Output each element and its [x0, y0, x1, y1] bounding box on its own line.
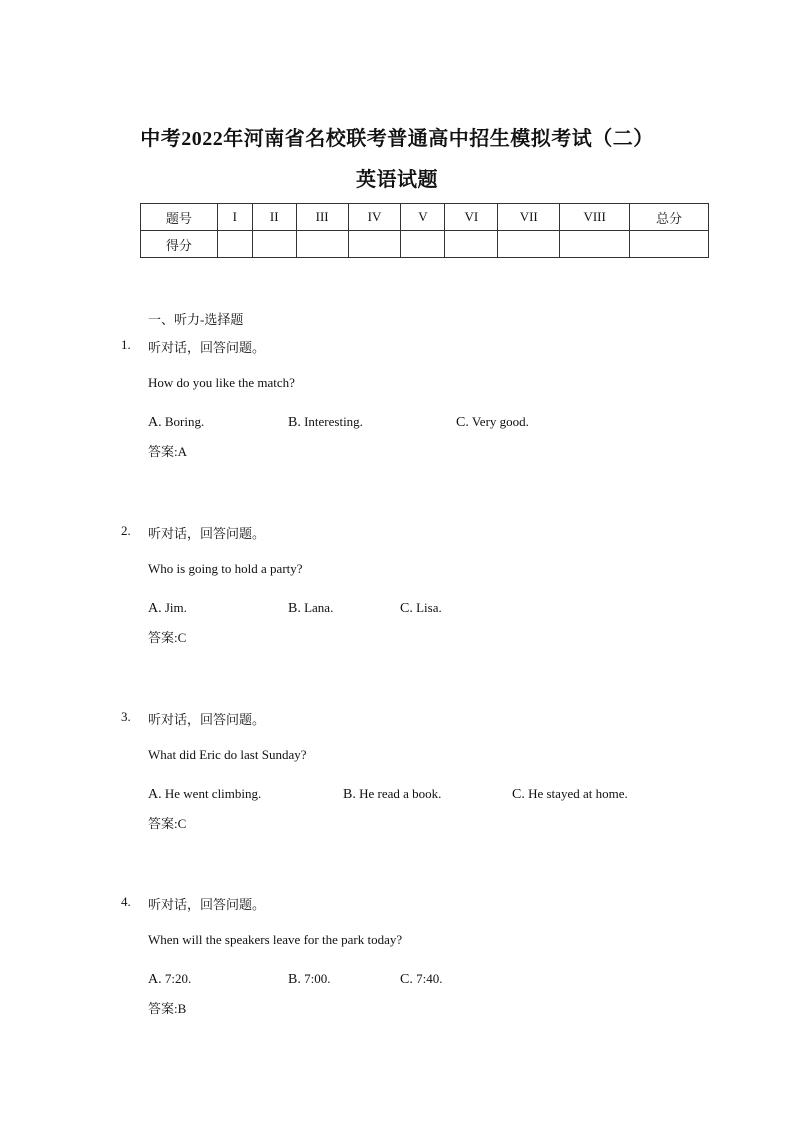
question-text: How do you like the match?: [148, 375, 295, 390]
section-title: 一、听力-选择题: [148, 312, 244, 327]
score-table-score-row: [141, 231, 709, 258]
option-c[interactable]: [400, 600, 442, 617]
option-letter: B.: [288, 601, 301, 616]
option-letter: B.: [288, 415, 301, 430]
option-text: Very good.: [471, 414, 529, 429]
question-number: 3.: [121, 709, 131, 724]
answer-line: 答案:C: [148, 630, 187, 645]
question-number: 1.: [121, 337, 131, 352]
option-letter: A.: [148, 787, 162, 802]
option-letter: A.: [148, 972, 162, 987]
question-item: [0, 894, 794, 1084]
option-text: Boring.: [164, 414, 205, 429]
score-table: [140, 203, 709, 258]
option-letter: C.: [400, 972, 413, 987]
score-header-cell: V: [401, 204, 445, 231]
score-row-label: 得分: [141, 231, 218, 258]
option-a[interactable]: [148, 971, 191, 988]
option-b[interactable]: [288, 414, 363, 431]
option-c[interactable]: [400, 971, 442, 988]
score-header-cell: VII: [498, 204, 560, 231]
option-text: 7:20.: [164, 971, 192, 986]
option-a[interactable]: [148, 786, 261, 803]
question-instruction: 听对话，回答问题。: [148, 897, 266, 912]
option-b[interactable]: [288, 600, 333, 617]
option-text: Interesting.: [304, 414, 363, 429]
option-c[interactable]: [512, 786, 628, 803]
question-number: 2.: [121, 523, 131, 538]
option-c[interactable]: [456, 414, 529, 431]
question-item: [0, 337, 794, 527]
option-letter: C.: [400, 601, 413, 616]
option-letter: B.: [343, 787, 356, 802]
score-cell[interactable]: [445, 231, 498, 258]
option-b[interactable]: [343, 786, 441, 803]
question-instruction: 听对话，回答问题。: [148, 526, 266, 541]
option-text: He went climbing.: [164, 786, 262, 801]
option-letter: C.: [456, 415, 469, 430]
score-header-cell: I: [217, 204, 252, 231]
question-number: 4.: [121, 894, 131, 909]
option-letter: C.: [512, 787, 525, 802]
question-instruction: 听对话，回答问题。: [148, 340, 266, 355]
question-item: [0, 709, 794, 899]
score-header-cell: II: [252, 204, 296, 231]
option-a[interactable]: [148, 600, 187, 617]
score-cell[interactable]: [498, 231, 560, 258]
option-a[interactable]: [148, 414, 204, 431]
question-text: When will the speakers leave for the park today?: [148, 932, 403, 947]
score-header-cell: IV: [348, 204, 401, 231]
score-cell[interactable]: [296, 231, 348, 258]
option-text: 7:40.: [416, 971, 443, 986]
question-text: What did Eric do last Sunday?: [148, 747, 307, 762]
question-text: Who is going to hold a party?: [148, 561, 303, 576]
score-header-cell: VI: [445, 204, 498, 231]
answer-line: 答案:C: [148, 816, 187, 831]
option-b[interactable]: [288, 971, 330, 988]
score-header-cell: 题号: [141, 204, 218, 231]
option-text: 7:00.: [304, 971, 331, 986]
page-subtitle: 英语试题: [356, 169, 438, 191]
question-item: [0, 523, 794, 713]
option-text: He stayed at home.: [528, 786, 628, 801]
score-header-cell: 总分: [630, 204, 709, 231]
option-text: Lisa.: [416, 600, 442, 615]
score-cell[interactable]: [348, 231, 401, 258]
score-cell[interactable]: [630, 231, 709, 258]
score-header-cell: III: [296, 204, 348, 231]
score-cell[interactable]: [252, 231, 296, 258]
score-cell[interactable]: [560, 231, 630, 258]
option-letter: A.: [148, 415, 162, 430]
score-cell[interactable]: [401, 231, 445, 258]
answer-line: 答案:A: [148, 444, 188, 459]
answer-line: 答案:B: [148, 1001, 187, 1016]
option-letter: A.: [148, 601, 162, 616]
page-title: 中考2022年河南省名校联考普通高中招生模拟考试（二）: [140, 128, 654, 150]
option-text: He read a book.: [359, 786, 442, 801]
score-header-cell: VIII: [560, 204, 630, 231]
option-letter: B.: [288, 972, 301, 987]
question-instruction: 听对话，回答问题。: [148, 712, 266, 727]
option-text: Jim.: [164, 600, 187, 615]
score-table-header-row: [141, 204, 709, 231]
option-text: Lana.: [304, 600, 334, 615]
score-cell[interactable]: [217, 231, 252, 258]
